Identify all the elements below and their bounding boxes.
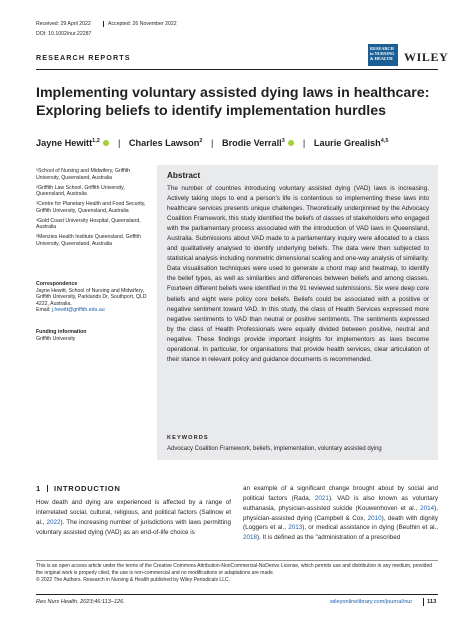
citation-link[interactable]: 2010 <box>367 514 382 522</box>
title-line-1: Implementing voluntary assisted dying laws in healthcare: <box>36 85 430 101</box>
affiliation: $^5$Menzies Health Institute Queensland, Griffith University, Queensland, Australia <box>36 234 141 247</box>
correspondence-text: Jayne Hewitt, School of Nursing and Midwifery, Griffith University, Parklands Dr, Southport, QLD 4222, Australia. <box>36 287 147 307</box>
body-text: ). The increasing number of jurisdictions with laws permitting voluntary assisted dying (VAD) as an end-of-life choice is <box>36 518 231 536</box>
accepted-date: Accepted: 26 November 2022 <box>108 21 177 27</box>
journal-logo[interactable] <box>368 44 398 66</box>
body-text: ), physician-assisted dying (Campbell & Cox, <box>243 504 438 522</box>
citation-link[interactable]: 2014 <box>420 504 435 512</box>
license-text: This is an open access article under the terms of the Creative Commons Attribution-NonCommercial-NoDerivs License, which permits use and distribution in any medium, provided the original work is properly cited, the use is non-commercial and no modifications or adaptations are made. <box>36 563 433 576</box>
author-separator: | <box>302 138 306 149</box>
doi[interactable]: DOI: 10.1002/nur.22287 <box>36 31 92 37</box>
footer-rule <box>36 560 438 561</box>
article-title <box>36 84 446 120</box>
body-text: ), or medical assistance in dying (Beuthin et al., <box>302 524 438 532</box>
intro-left-column <box>36 498 231 537</box>
author-name[interactable]: Laurie Grealish <box>313 138 381 149</box>
correspondence-heading: Correspondence <box>36 281 78 287</box>
author-separator: | <box>117 138 121 149</box>
section-divider <box>47 485 48 492</box>
copyright-text: © 2022 The Authors. Research in Nursing & Health published by Wiley Periodicals LLC. <box>36 577 230 583</box>
received-date: Received: 29 April 2022 <box>36 21 91 27</box>
funding-heading: Funding information <box>36 329 87 335</box>
author-sup: 2 <box>199 138 203 144</box>
logo-line-1: RESEARCH <box>370 46 394 51</box>
title-line-2: Exploring beliefs to identify implementation hurdles <box>36 103 386 119</box>
author-list <box>36 138 388 148</box>
email-link[interactable]: j.hewitt@griffith.edu.au <box>51 307 105 314</box>
author-separator: | <box>211 138 214 149</box>
body-text: ), death with dignity (Loggers et al., <box>243 514 438 532</box>
author-sup: 1,2 <box>92 138 100 144</box>
url-divider <box>423 598 424 606</box>
publisher-logo[interactable]: WILEY <box>404 50 449 64</box>
body-text: an example of a significant change brought about by social and political factors (Rada, <box>243 485 438 502</box>
logo-line-3: & HEALTH <box>370 56 393 61</box>
affiliation: $^3$Centre for Planetary Health and Food Security, Griffith University, Queensland, Australia <box>36 201 146 214</box>
citation-link[interactable]: 2018 <box>243 534 258 542</box>
author-name[interactable]: Charles Lawson <box>128 138 200 149</box>
journal-url[interactable]: wileyonlinelibrary.com/journal/nur <box>330 599 413 605</box>
section-label: RESEARCH REPORTS <box>36 53 131 62</box>
correspondence-email: Email: j.hewitt@griffith.edu.au <box>36 307 105 314</box>
funding <box>36 329 148 342</box>
citation: Res Nurs Health. 2023;46:113–126. <box>36 599 125 605</box>
section-title: INTRODUCTION <box>53 484 121 493</box>
author-name[interactable]: Jayne Hewitt <box>36 138 93 149</box>
header-rule <box>36 69 438 70</box>
body-text: How death and dying are experienced is affected by a range of interrelated social, cultural, religious, and political factors (Sallnow et al., <box>36 499 231 526</box>
abstract-box <box>157 165 438 460</box>
affiliations <box>36 168 148 251</box>
orcid-icon[interactable] <box>288 140 294 146</box>
affiliation: $^4$Gold Coast University Hospital, Queensland, Australia <box>36 217 141 231</box>
citation-link[interactable]: 2021 <box>314 494 329 502</box>
bottom-rule <box>36 594 438 595</box>
correspondence <box>36 281 148 314</box>
abstract-heading: Abstract <box>167 171 201 180</box>
keywords-heading: KEYWORDS <box>167 435 209 441</box>
affiliation: $^1$School of Nursing and Midwifery, Griffith University, Queensland, Australia <box>36 168 131 181</box>
author-sup: 3 <box>281 138 285 144</box>
page-number: 113 <box>427 599 437 605</box>
section-number: 1 <box>36 484 41 493</box>
funding-text: Griffith University <box>36 335 76 342</box>
keywords-text: Advocacy Coalition Framework, beliefs, implementation, voluntary assisted dying <box>167 446 382 452</box>
abstract-text: The number of countries introducing voluntary assisted dying (VAD) laws is increasing. Actively taking steps to end a person's life is contentious so implementing these laws into healthcare services presents unique challenges. Theoretically underpinned by the Advocacy Coalition Framework, this study identified the beliefs of classes of stakeholders who engaged with the parliamentary process associated with the introduction of VAD laws in Queensland, Australia. Submissions about VAD made to a parliamentary inquiry were allocated to a class and qualitatively analysed to identify underlying beliefs. The data were then subjected to statistical analysis including nonmetric dimensional scaling and one-way analysis of similarity. Data visualisation techniques were used to generate a chord map and heatmap, to identify the belief types, as well as similarities and differences between beliefs and among classes. Fourteen different beliefs were identified in the 91 reviewed submissions. Six were deep core beliefs and eight were policy core beliefs. Beliefs could be associated with a positive or negative sentiment toward VAD. In this study, the class of Health Services expressed more negative sentiments to VAD than neutral or positive sentiments. The sentiments expressed by the class of Health Professionals were equally divided between positive, neutral and negative. These findings provide important insights for implementors as laws become operational. In particular, for organisations that provide health services, clear articulation of their stance in relevant policy and guidance documents is recommended. <box>167 185 429 363</box>
body-text: ). It is defined as the "administration of a prescribed <box>257 534 401 542</box>
intro-right-column <box>243 484 438 543</box>
affiliation: $^2$Griffith Law School, Griffith University, Queensland, Australia <box>36 184 125 198</box>
logo-line-2: in NURSING <box>370 51 395 56</box>
author-name[interactable]: Brodie Verrall <box>221 138 282 149</box>
citation-link[interactable]: 2022 <box>46 518 61 526</box>
date-divider <box>103 21 104 27</box>
citation-link[interactable]: 2013 <box>288 524 303 532</box>
author-sup: 4,5 <box>380 138 389 144</box>
body-text: ). VAD is also known as voluntary euthanasia, physician-assisted suicide (Kouwenhoven et al., <box>243 494 439 512</box>
orcid-icon[interactable] <box>103 140 109 146</box>
section-heading <box>36 484 121 493</box>
